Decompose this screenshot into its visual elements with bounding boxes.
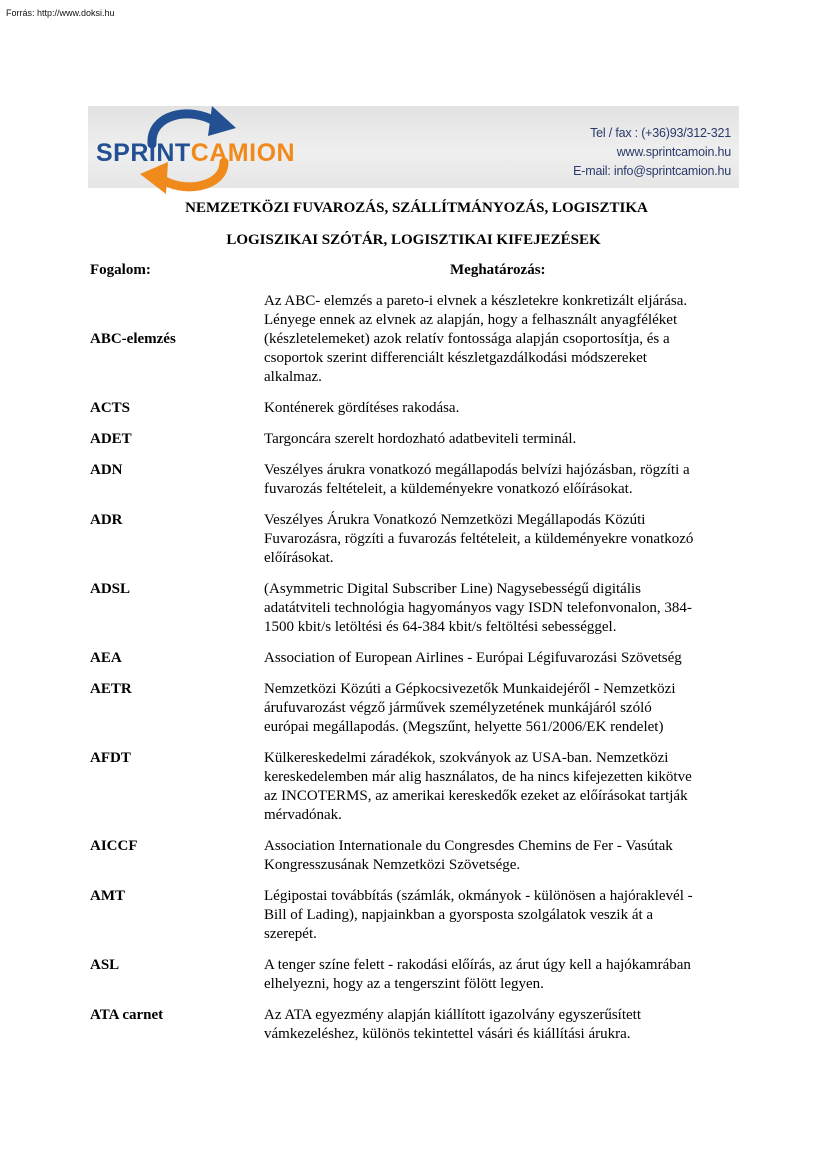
glossary-definition xyxy=(264,1006,742,1044)
glossary-term: ADN xyxy=(90,462,123,478)
glossary-definition xyxy=(264,956,742,994)
glossary-term: AMT xyxy=(90,888,125,904)
definition-line: vámkezeléshez, különös tekintettel vásári és kiállítási árukra. xyxy=(264,1026,631,1042)
definition-line: Kongresszusának Nemzetközi Szövetsége. xyxy=(264,857,521,873)
glossary-entry xyxy=(90,292,742,387)
definition-line: 1500 kbit/s letöltési és 64-384 kbit/s feltöltési sebességgel. xyxy=(264,619,617,635)
glossary-entry xyxy=(90,887,742,944)
definition-line: kereskedelemben már alig használatos, de ha nincs kifejezetten kikötve xyxy=(264,769,692,785)
definition-line: Nemzetközi Közúti a Gépkocsivezetők Munkaidejéről - Nemzetközi xyxy=(264,681,676,697)
glossary-term: AICCF xyxy=(90,838,138,854)
definition-line: az INCOTERMS, az amerikai kereskedők ezeket az előírásokat tartják xyxy=(264,788,688,804)
definition-line: Az ATA egyezmény alapján kiállított igazolvány egyszerűsített xyxy=(264,1007,642,1023)
glossary-entry xyxy=(90,956,742,994)
definition-line: Bill of Lading), napjainkban a gyorsposta szolgálatok veszik át a xyxy=(264,907,654,923)
definition-line: (készletelemeket) azok relatív fontossága alapján csoportosítja, és a xyxy=(264,331,670,347)
glossary-entry xyxy=(90,461,742,499)
glossary-term: ADET xyxy=(90,431,132,447)
header-banner xyxy=(88,106,739,188)
definition-line: európai megállapodás. (Megszűnt, helyette 561/2006/EK rendelet) xyxy=(264,719,664,735)
glossary-list xyxy=(90,292,742,1056)
definition-line: fuvarozás feltételeit, a küldeményekre vonatkozó előírásokat. xyxy=(264,481,633,497)
glossary-definition xyxy=(264,461,742,499)
glossary-term: ADR xyxy=(90,512,123,528)
glossary-definition xyxy=(264,649,742,668)
sprintcamion-logo xyxy=(88,106,328,188)
glossary-term: AEA xyxy=(90,650,122,666)
logo-sprint-text: SPRINT xyxy=(96,139,191,167)
phone-text: Tel / fax : (+36)93/312-321 xyxy=(590,126,731,140)
definition-line: mérvadónak. xyxy=(264,807,342,823)
definition-line: alkalmaz. xyxy=(264,369,322,385)
term-column-header: Fogalom: xyxy=(90,262,151,278)
logo-wordmark xyxy=(96,139,295,168)
contact-info xyxy=(511,124,731,181)
definition-line: Külkereskedelmi záradékok, szokványok az USA-ban. Nemzetközi xyxy=(264,750,669,766)
glossary-definition xyxy=(264,292,742,387)
glossary-definition xyxy=(264,887,742,944)
glossary-definition xyxy=(264,837,742,875)
definition-line: árufuvarozást végző járművek személyzetének munkájáról szóló xyxy=(264,700,652,716)
document-subtitle: LOGISZIKAI SZÓTÁR, LOGISZTIKAI KIFEJEZÉSEK xyxy=(226,232,601,248)
definition-column-header: Meghatározás: xyxy=(450,262,546,278)
glossary-entry xyxy=(90,680,742,737)
website-text: www.sprintcamoin.hu xyxy=(616,145,731,159)
glossary-term: ASL xyxy=(90,957,120,973)
logo-camion-text: CAMION xyxy=(190,139,296,167)
definition-line: adatátviteli technológia hagyományos vagy ISDN telefonvonalon, 384- xyxy=(264,600,692,616)
definition-line: Veszélyes árukra vonatkozó megállapodás belvízi hajózásban, rögzíti a xyxy=(264,462,690,478)
glossary-definition xyxy=(264,580,742,637)
definition-line: A tenger színe felett - rakodási előírás, az árut úgy kell a hajókamrában xyxy=(264,957,691,973)
definition-line: Association Internationale du Congresdes Chemins de Fer - Vasútak xyxy=(264,838,673,854)
glossary-entry xyxy=(90,511,742,568)
definition-line: Veszélyes Árukra Vonatkozó Nemzetközi Megállapodás Közúti xyxy=(264,512,646,528)
glossary-entry xyxy=(90,649,742,668)
definition-line: Konténerek gördítéses rakodása. xyxy=(264,400,460,416)
definition-line: Association of European Airlines - Európai Légifuvarozási Szövetség xyxy=(264,650,682,666)
glossary-entry xyxy=(90,837,742,875)
definition-line: (Asymmetric Digital Subscriber Line) Nagysebességű digitális xyxy=(264,581,641,597)
glossary-definition xyxy=(264,511,742,568)
definition-line: elhelyezni, hogy az a tengerszint fölött legyen. xyxy=(264,976,544,992)
definition-line: Az ABC- elemzés a pareto-i elvnek a készletekre konkretizált eljárása. xyxy=(264,293,688,309)
glossary-term: AFDT xyxy=(90,750,131,766)
definition-line: Targoncára szerelt hordozható adatbeviteli terminál. xyxy=(264,431,577,447)
definition-line: Lényege ennek az elvnek az alapján, hogy a felhasznált anyagféléket xyxy=(264,312,678,328)
glossary-definition xyxy=(264,399,742,418)
glossary-term: ADSL xyxy=(90,581,131,597)
glossary-entry xyxy=(90,580,742,637)
definition-line: Fuvarozásra, rögzíti a fuvarozás feltételeit, a küldeményekre vonatkozó xyxy=(264,531,694,547)
document-title: NEMZETKÖZI FUVAROZÁS, SZÁLLÍTMÁNYOZÁS, LOGISZTIKA xyxy=(185,200,648,216)
glossary-definition xyxy=(264,680,742,737)
glossary-definition xyxy=(264,430,742,449)
glossary-entry xyxy=(90,749,742,825)
glossary-term: AETR xyxy=(90,681,132,697)
glossary-entry xyxy=(90,399,742,418)
source-label: Forrás: http://www.doksi.hu xyxy=(6,8,115,18)
glossary-term: ATA carnet xyxy=(90,1007,164,1023)
glossary-entry xyxy=(90,1006,742,1044)
glossary-definition xyxy=(264,749,742,825)
definition-line: előírásokat. xyxy=(264,550,334,566)
glossary-term: ACTS xyxy=(90,400,131,416)
email-text: E-mail: info@sprintcamion.hu xyxy=(573,164,731,178)
glossary-entry xyxy=(90,430,742,449)
definition-line: csoportok szerint differenciált készletgazdálkodási módszereket xyxy=(264,350,647,366)
glossary-term: ABC-elemzés xyxy=(90,331,176,347)
definition-line: szerepét. xyxy=(264,926,317,942)
definition-line: Légipostai továbbítás (számlák, okmányok - különösen a hajóraklevél - xyxy=(264,888,693,904)
